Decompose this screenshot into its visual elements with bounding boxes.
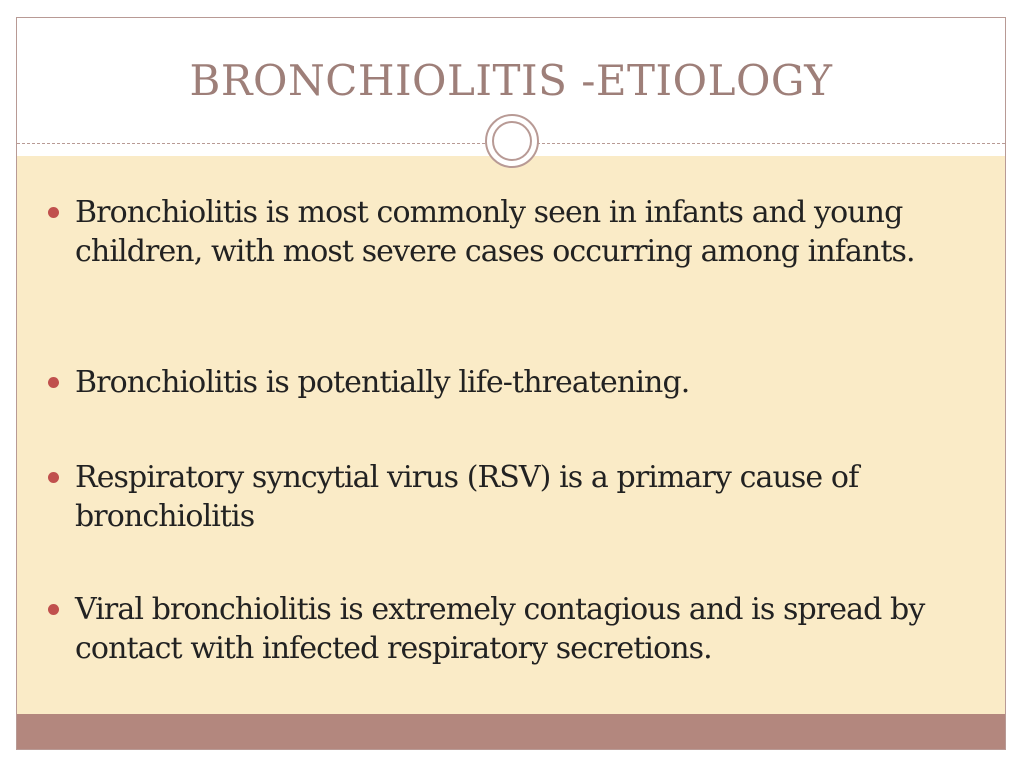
bullet-text: Viral bronchiolitis is extremely contagious and is spread by contact with infected respiratory secretions.	[75, 592, 925, 666]
bullet-text: Bronchiolitis is potentially life-threatening.	[75, 365, 690, 400]
slide	[16, 17, 1006, 750]
bullet-item-3	[75, 458, 975, 536]
circle-ornament-icon	[485, 114, 539, 168]
bullet-marker-icon	[48, 472, 59, 483]
bullet-text: Respiratory syncytial virus (RSV) is a primary cause of bronchiolitis	[75, 460, 859, 534]
bullet-marker-icon	[48, 207, 59, 218]
circle-ornament-inner	[492, 121, 532, 161]
footer-bar	[17, 714, 1005, 749]
bullet-item-2	[75, 363, 975, 402]
bullet-text: Bronchiolitis is most commonly seen in infants and young children, with most severe cases occurring among infants.	[75, 195, 915, 269]
bullet-item-1	[75, 193, 975, 271]
bullet-marker-icon	[48, 377, 59, 388]
bullet-item-4	[75, 590, 975, 668]
slide-title: BRONCHIOLITIS -ETIOLOGY	[189, 56, 833, 105]
bullet-marker-icon	[48, 604, 59, 615]
content-area	[17, 156, 1005, 716]
